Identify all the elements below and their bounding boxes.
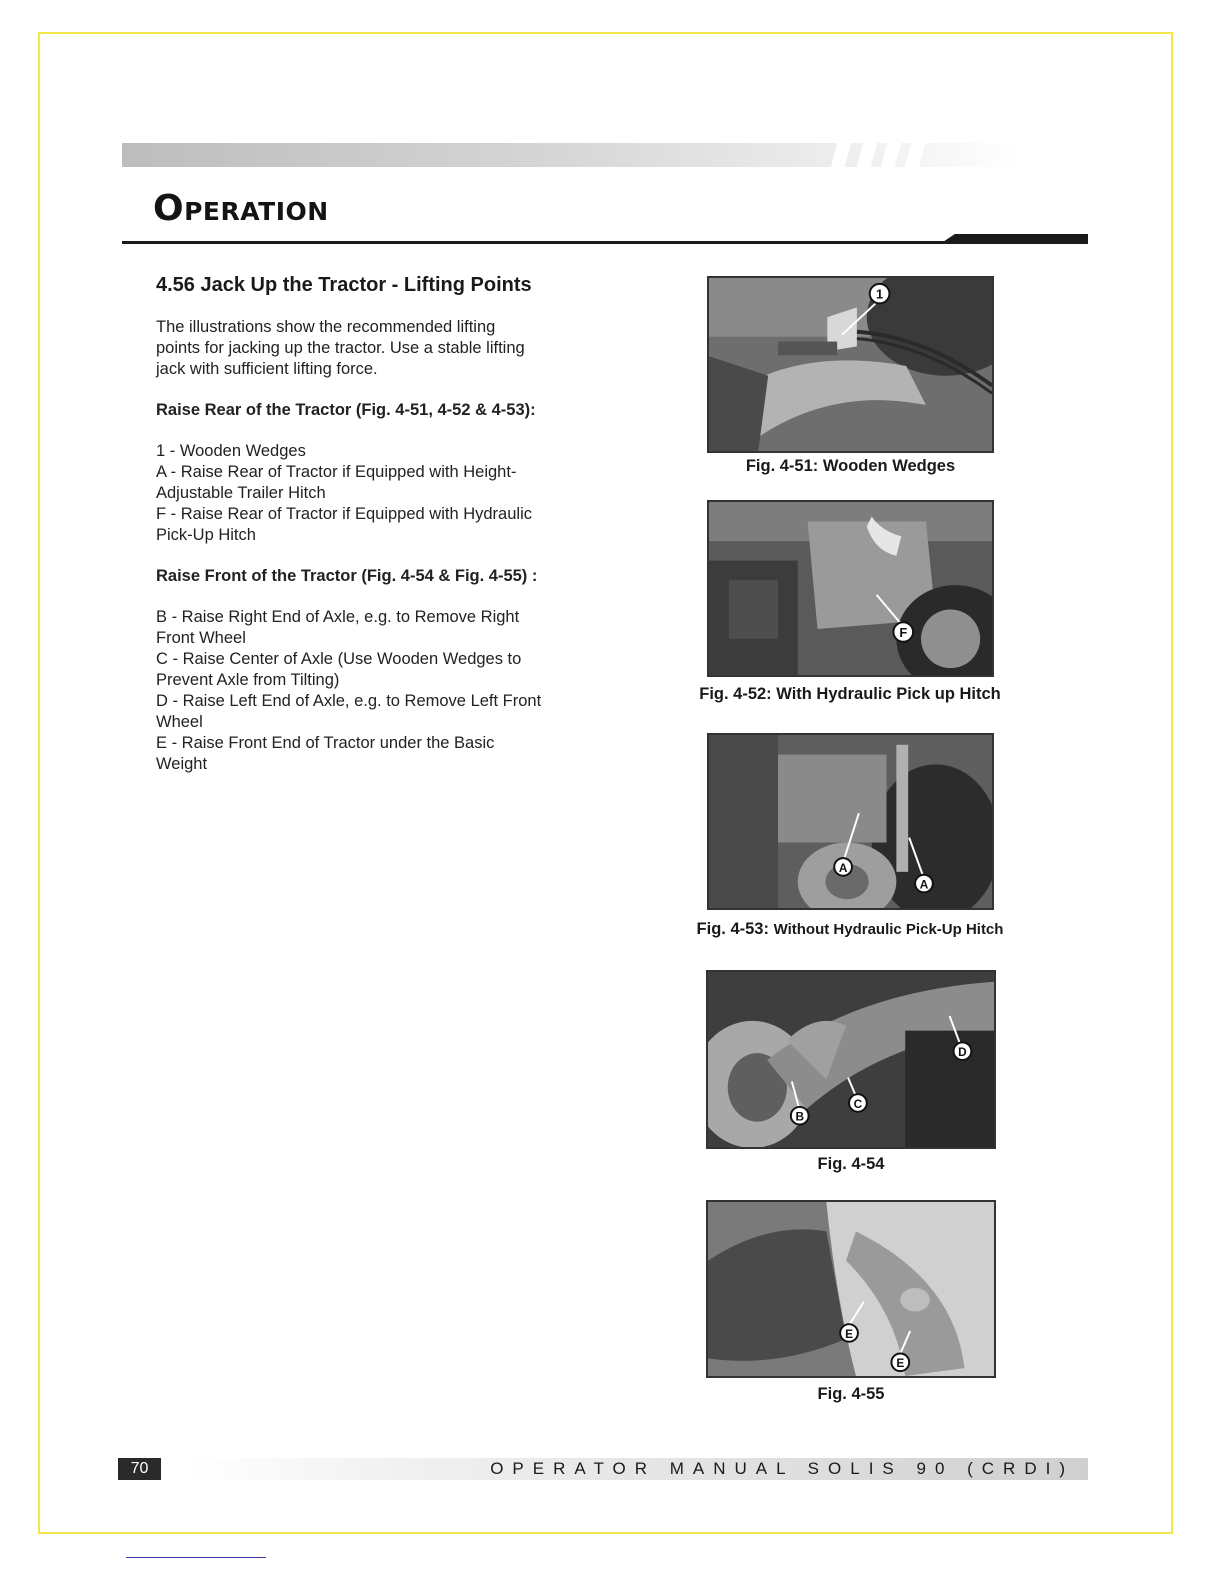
front-line: B - Raise Right End of Axle, e.g. to Remove Right bbox=[156, 608, 520, 626]
svg-text:B: B bbox=[795, 1110, 804, 1124]
callout-e bbox=[840, 1324, 858, 1342]
front-line: Front Wheel bbox=[156, 629, 246, 647]
front-line: Weight bbox=[156, 755, 208, 773]
figure-4-55-photo bbox=[706, 1200, 996, 1378]
front-line: Wheel bbox=[156, 713, 203, 731]
svg-text:E: E bbox=[845, 1327, 853, 1341]
callout-a bbox=[915, 875, 933, 893]
figure-4-53-caption-prefix: Fig. 4-53: bbox=[696, 920, 769, 938]
svg-text:A: A bbox=[919, 878, 929, 892]
svg-text:D: D bbox=[958, 1046, 967, 1060]
page-border bbox=[38, 32, 1173, 1534]
rear-line: Pick-Up Hitch bbox=[156, 526, 256, 544]
figure-4-54-photo bbox=[706, 970, 996, 1149]
figure-4-53-photo bbox=[707, 733, 994, 910]
figure-4-51-photo bbox=[707, 276, 994, 453]
front-heading: Raise Front of the Tractor (Fig. 4-54 & Fig. 4-55) : bbox=[156, 567, 538, 585]
header-band bbox=[122, 143, 1022, 167]
svg-text:E: E bbox=[896, 1357, 905, 1371]
figure-4-52-photo bbox=[707, 500, 994, 677]
figure-4-51-caption: Fig. 4-51: Wooden Wedges bbox=[745, 457, 956, 475]
svg-text:A: A bbox=[838, 861, 848, 875]
manual-title: OPERATOR MANUAL SOLIS 90 (CRDI) bbox=[490, 1459, 1074, 1478]
intro-line: points for jacking up the tractor. Use a stable lifting bbox=[156, 339, 525, 357]
figure-4-54-caption: Fig. 4-54 bbox=[817, 1155, 885, 1173]
callout-d bbox=[954, 1042, 972, 1060]
title-rule-accent bbox=[940, 234, 1088, 244]
section-title: Operation bbox=[153, 188, 329, 229]
svg-text:1: 1 bbox=[876, 286, 884, 302]
figure-4-52-caption: Fig. 4-52: With Hydraulic Pick up Hitch bbox=[699, 685, 1001, 703]
bottom-link-underline bbox=[126, 1557, 266, 1558]
figure-4-55-caption: Fig. 4-55 bbox=[817, 1385, 885, 1403]
figure-4-53-caption-text: Without Hydraulic Pick-Up Hitch bbox=[773, 921, 1004, 938]
callout-e bbox=[891, 1354, 909, 1372]
section-heading: 4.56 Jack Up the Tractor - Lifting Points bbox=[156, 274, 532, 296]
intro-line: jack with sufficient lifting force. bbox=[156, 360, 378, 378]
callout-c bbox=[849, 1094, 867, 1112]
callout-1 bbox=[870, 284, 890, 304]
front-line: Prevent Axle from Tilting) bbox=[156, 671, 340, 689]
rear-line: A - Raise Rear of Tractor if Equipped with Height- bbox=[156, 463, 517, 481]
callout-a bbox=[834, 858, 852, 876]
front-line: C - Raise Center of Axle (Use Wooden Wedges to bbox=[156, 650, 522, 668]
rear-line: 1 - Wooden Wedges bbox=[156, 442, 306, 460]
intro-line: The illustrations show the recommended lifting bbox=[156, 318, 496, 336]
callout-f bbox=[893, 622, 913, 642]
svg-text:F: F bbox=[899, 624, 908, 640]
svg-text:C: C bbox=[853, 1097, 863, 1111]
rear-line: F - Raise Rear of Tractor if Equipped with Hydraulic bbox=[156, 505, 532, 523]
callout-b bbox=[791, 1107, 809, 1125]
page-number: 70 bbox=[118, 1458, 161, 1480]
front-line: D - Raise Left End of Axle, e.g. to Remove Left Front bbox=[156, 692, 542, 710]
figure-4-53-caption bbox=[650, 920, 1050, 939]
body-text bbox=[156, 274, 606, 775]
front-line: E - Raise Front End of Tractor under the Basic bbox=[156, 734, 495, 752]
rear-line: Adjustable Trailer Hitch bbox=[156, 484, 326, 502]
rear-heading: Raise Rear of the Tractor (Fig. 4-51, 4-52 & 4-53): bbox=[156, 401, 536, 419]
